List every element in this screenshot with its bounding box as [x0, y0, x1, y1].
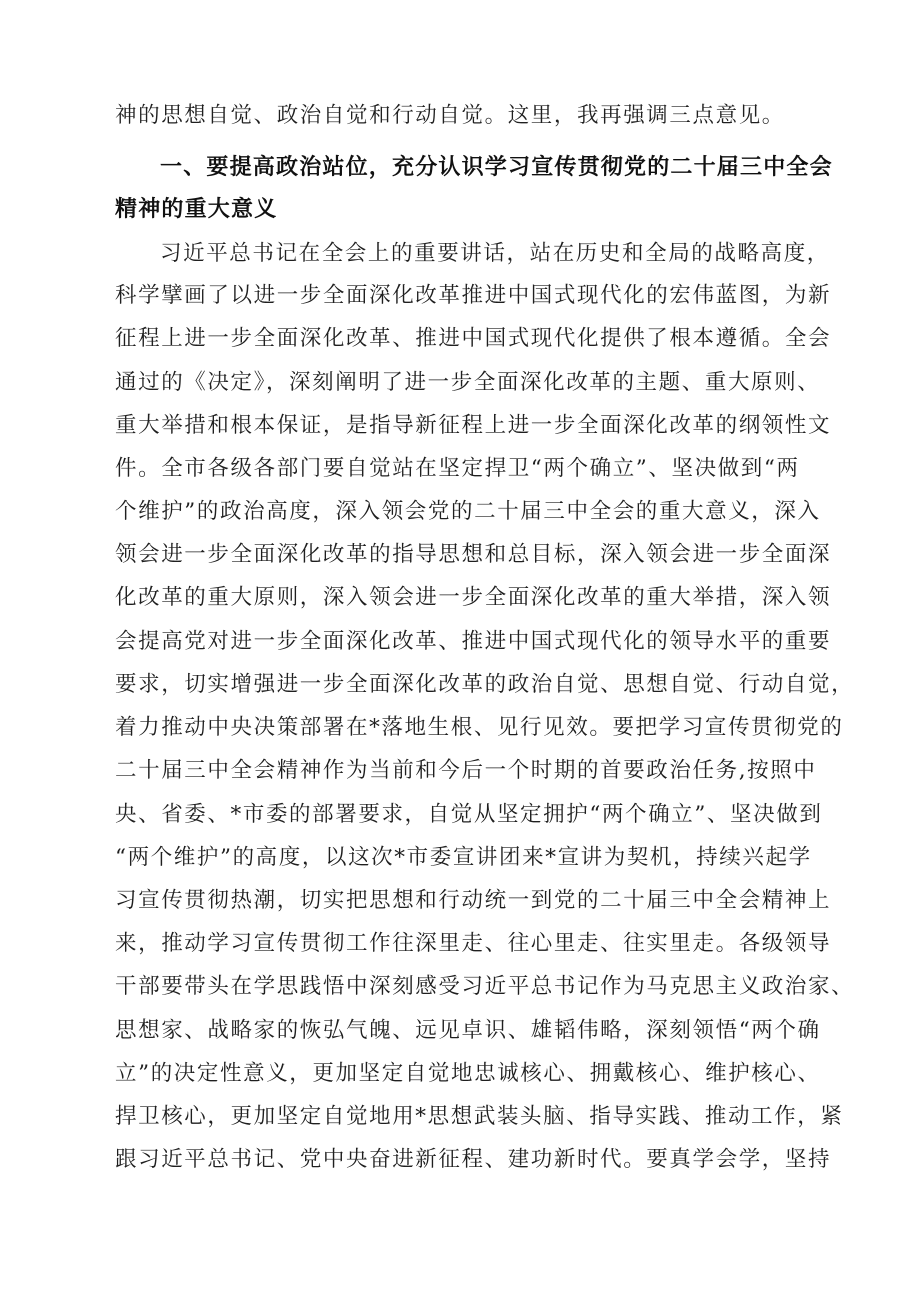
- section-heading-line: 一、要提高政治站位，充分认识学习宣传贯彻党的二十届三中全会: [160, 155, 833, 180]
- body-text-line: 重大举措和根本保证，是指导新征程上进一步全面深化改革的纲领性文: [115, 413, 832, 438]
- body-text-line: 央、省委、*市委的部署要求，自觉从坚定拥护“两个确立”、坚决做到: [115, 802, 823, 827]
- body-text-line: 干部要带头在学思践悟中深刻感受习近平总书记作为马克思主义政治家、: [115, 974, 855, 999]
- body-text-line: 来，推动学习宣传贯彻工作往深里走、往心里走、往实里走。各级领导: [115, 931, 832, 956]
- body-text-line: 着力推动中央决策部署在*落地生根、见行见效。要把学习宣传贯彻党的: [115, 715, 844, 740]
- body-text-line: “两个维护”的高度，以这次*市委宣讲团来*宣讲为契机，持续兴起学: [115, 845, 812, 870]
- body-text-line: 神的思想自觉、政治自觉和行动自觉。这里，我再强调三点意见。: [115, 103, 785, 128]
- body-text-line: 会提高党对进一步全面深化改革、推进中国式现代化的领导水平的重要: [115, 629, 832, 654]
- body-text-line: 领会进一步全面深化改革的指导思想和总目标，深入领会进一步全面深: [115, 542, 832, 567]
- body-text-line: 思想家、战略家的恢弘气魄、远见卓识、雄韬伟略，深刻领悟“两个确: [115, 1018, 821, 1043]
- body-text-line: 习近平总书记在全会上的重要讲话，站在历史和全局的战略高度，: [160, 241, 830, 266]
- body-text-line: 跟习近平总书记、党中央奋进新征程、建功新时代。要真学会学，坚持: [115, 1147, 832, 1172]
- body-text-line: 捍卫核心，更加坚定自觉地用*思想武装头脑、指导实践、推动工作，紧: [115, 1104, 844, 1129]
- body-text-line: 件。全市各级各部门要自觉站在坚定捍卫“两个确立”、坚决做到“两: [115, 456, 800, 481]
- body-text-line: 个维护”的政治高度，深入领会党的二十届三中全会的重大意义，深入: [115, 499, 821, 524]
- body-text-line: 化改革的重大原则，深入领会进一步全面深化改革的重大举措，深入领: [115, 585, 832, 610]
- body-text-line: 立”的决定性意义，更加坚定自觉地忠诚核心、拥戴核心、维护核心、: [115, 1061, 821, 1086]
- body-text-line: 征程上进一步全面深化改革、推进中国式现代化提供了根本遵循。全会: [115, 326, 832, 351]
- body-text-line: 通过的《决定》，深刻阐明了进一步全面深化改革的主题、重大原则、: [115, 370, 821, 395]
- section-heading-line: 精神的重大意义: [115, 197, 278, 222]
- body-text-line: 二十届三中全会精神作为当前和今后一个时期的首要政治任务,按照中: [115, 758, 817, 783]
- body-text-line: 习宣传贯彻热潮，切实把思想和行动统一到党的二十届三中全会精神上: [115, 888, 832, 913]
- body-text-line: 要求，切实增强进一步全面深化改革的政治自觉、思想自觉、行动自觉，: [115, 672, 855, 697]
- body-text-line: 科学擘画了以进一步全面深化改革推进中国式现代化的宏伟蓝图，为新: [115, 283, 832, 308]
